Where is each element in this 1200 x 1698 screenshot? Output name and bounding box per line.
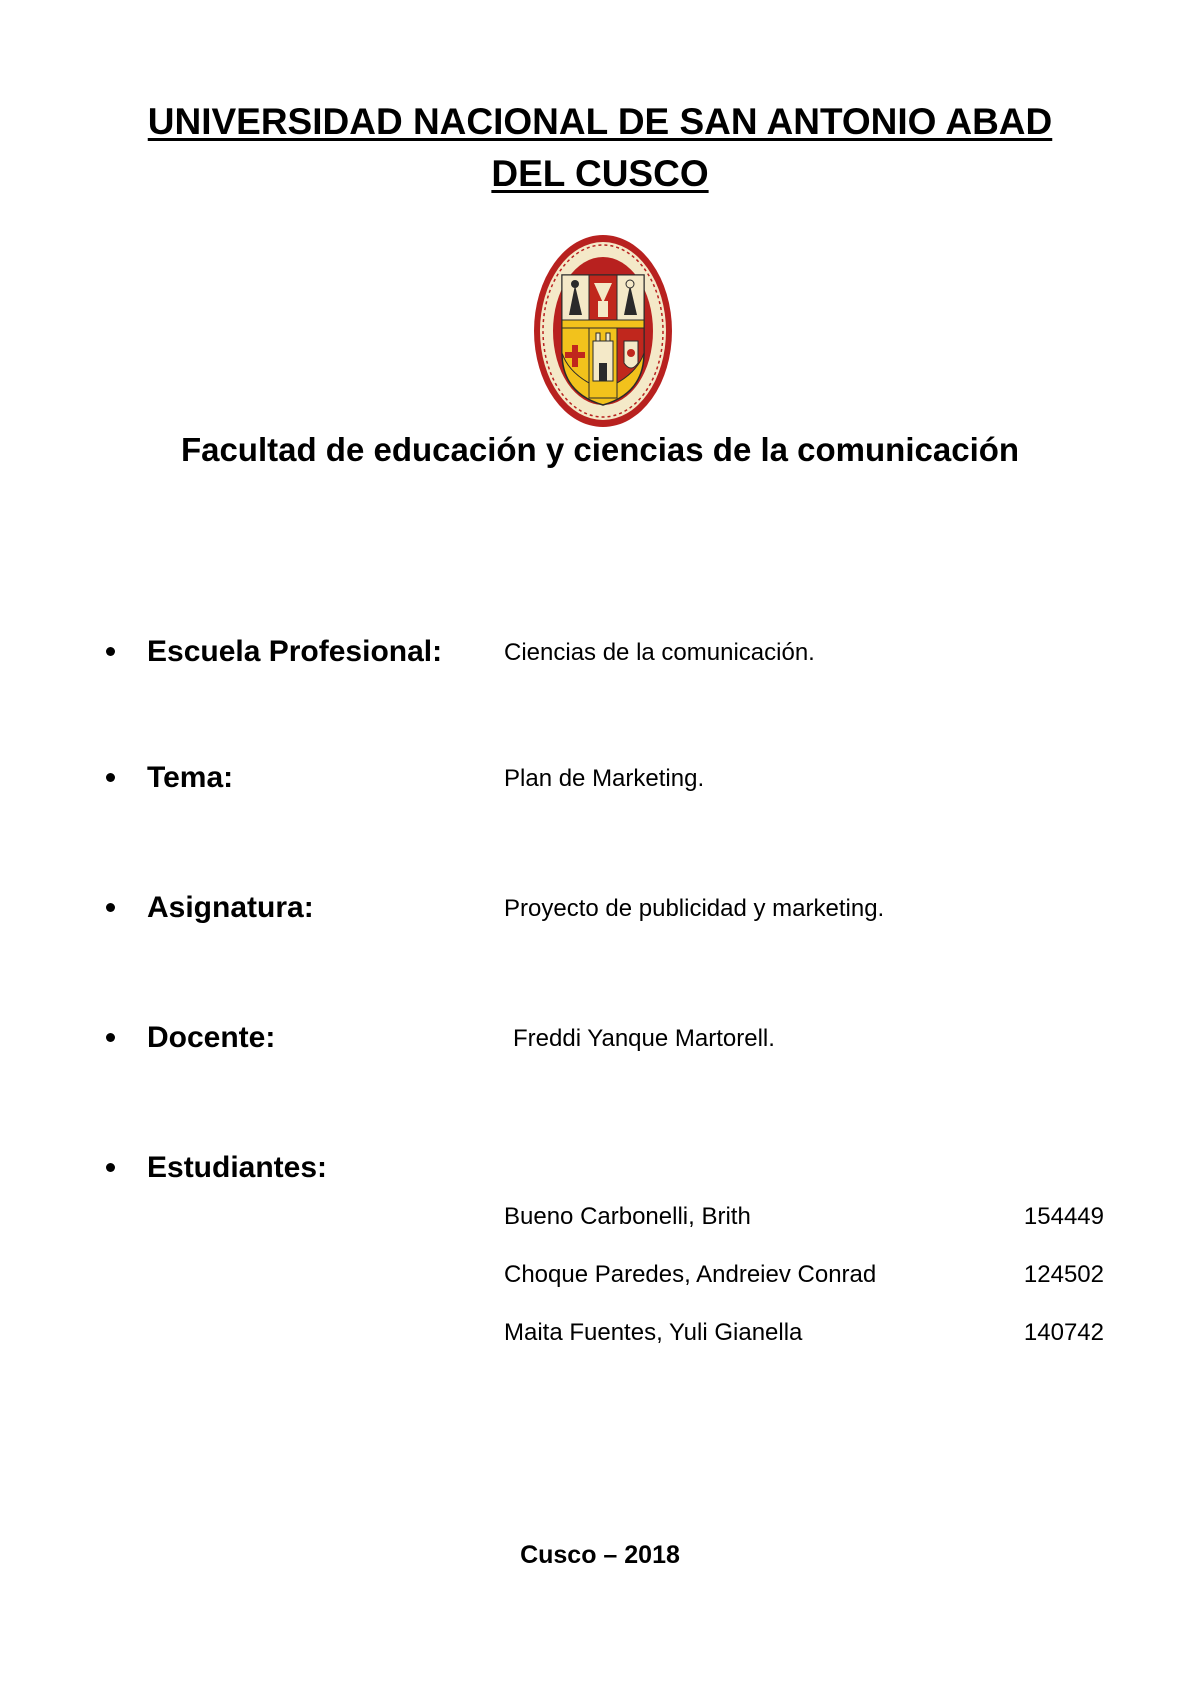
bullet-icon	[106, 773, 115, 782]
info-item-docente	[0, 1018, 1200, 1058]
bullet-icon	[106, 1163, 115, 1172]
student-code: 154449	[1023, 1203, 1104, 1230]
place-date-footer: Cusco – 2018	[520, 1541, 680, 1569]
asignatura-value: Proyecto de publicidad y marketing.	[504, 895, 885, 922]
escuela-value: Ciencias de la comunicación.	[504, 639, 815, 666]
university-title-line1: UNIVERSIDAD NACIONAL DE SAN ANTONIO ABAD	[147, 101, 1053, 142]
escuela-label: Escuela Profesional:	[147, 635, 443, 668]
student-row	[504, 1200, 1104, 1234]
student-row	[504, 1258, 1104, 1292]
faculty-name: Facultad de educación y ciencias de la comunicación	[180, 431, 1020, 468]
info-item-escuela	[0, 632, 1200, 672]
docente-label: Docente:	[147, 1021, 276, 1054]
student-name: Maita Fuentes, Yuli Gianella	[504, 1319, 803, 1346]
student-code: 124502	[1023, 1261, 1104, 1288]
asignatura-label: Asignatura:	[147, 891, 314, 924]
bullet-icon	[106, 903, 115, 912]
bullet-icon	[106, 1033, 115, 1042]
university-crest-icon	[532, 233, 674, 429]
docente-value: Freddi Yanque Martorell.	[513, 1025, 775, 1052]
info-item-asignatura	[0, 888, 1200, 928]
student-code: 140742	[1023, 1319, 1104, 1346]
university-title-line2: DEL CUSCO	[491, 153, 709, 194]
student-name: Choque Paredes, Andreiev Conrad	[504, 1261, 877, 1288]
info-item-tema	[0, 758, 1200, 798]
student-row	[504, 1316, 1104, 1350]
tema-value: Plan de Marketing.	[504, 765, 705, 792]
estudiantes-label: Estudiantes:	[147, 1151, 328, 1184]
tema-label: Tema:	[147, 761, 234, 794]
student-name: Bueno Carbonelli, Brith	[504, 1203, 751, 1230]
bullet-icon	[106, 647, 115, 656]
info-item-estudiantes	[0, 1148, 1200, 1188]
